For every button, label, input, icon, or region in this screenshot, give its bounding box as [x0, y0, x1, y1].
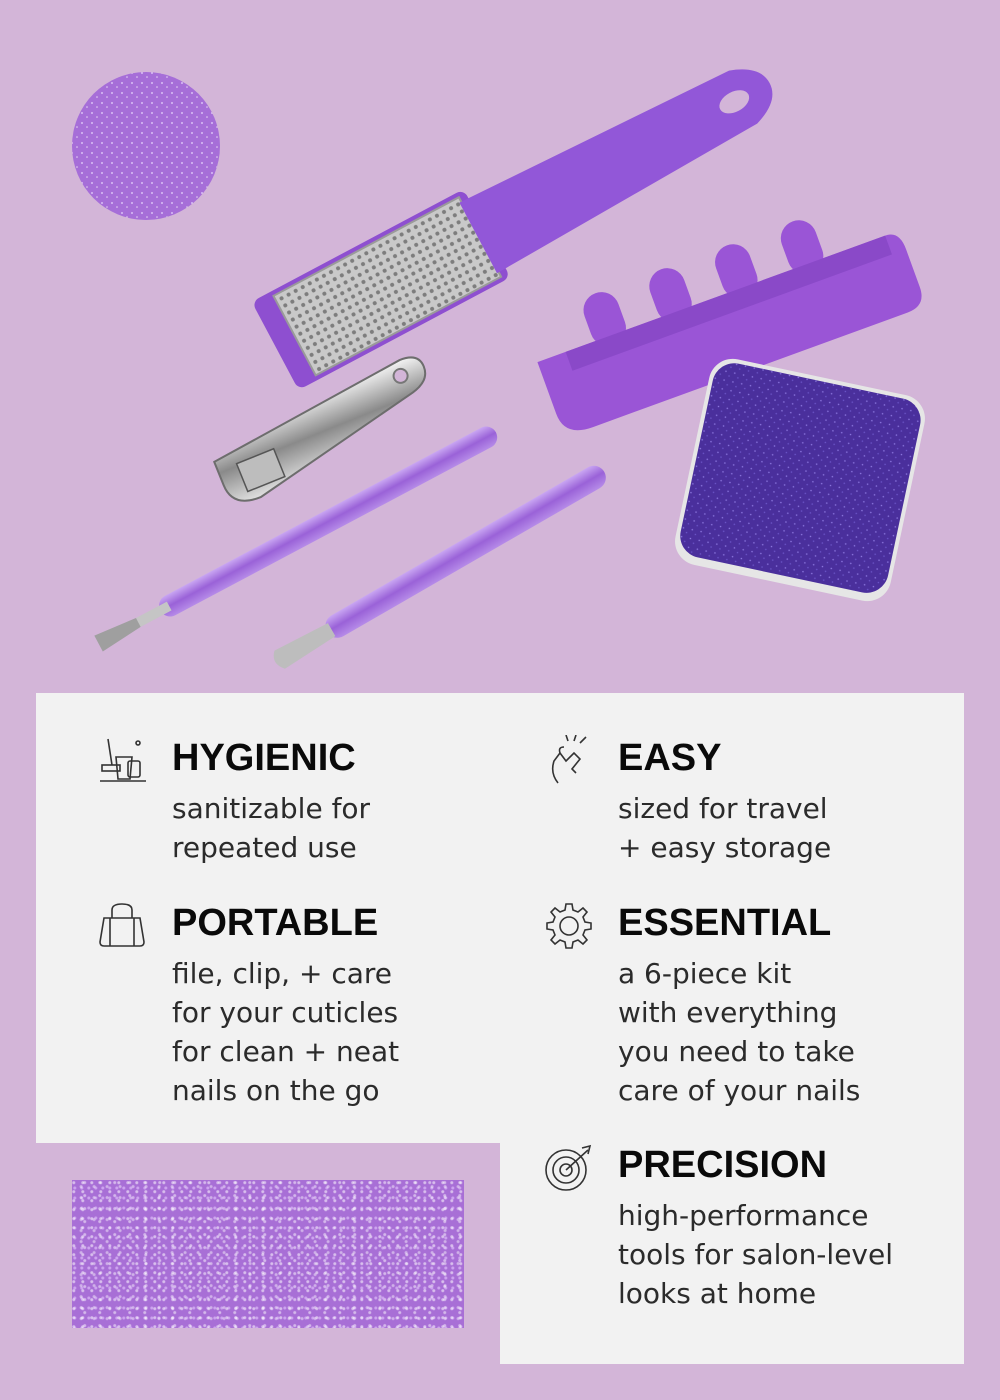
glitter-swatch — [72, 1180, 464, 1328]
feature-description: sanitizable for repeated use — [172, 792, 371, 864]
target-icon — [544, 1142, 594, 1192]
feature-description: a 6-piece kit with everything you need to take care of your nails — [618, 957, 861, 1107]
feature-description: sized for travel + easy storage — [618, 792, 832, 864]
buffer-block — [671, 354, 930, 605]
feature-description: file, clip, + care for your cuticles for clean + neat nails on the go — [172, 957, 400, 1107]
feature-title: HYGIENIC — [172, 737, 356, 779]
product-photo — [0, 0, 1000, 692]
feature-title: ESSENTIAL — [618, 902, 832, 944]
feature-title: EASY — [618, 737, 722, 779]
glitter-disc — [72, 72, 220, 220]
feature-title: PORTABLE — [172, 902, 379, 944]
handbag-icon — [98, 900, 148, 950]
cleaning-supplies-icon — [98, 735, 148, 785]
gear-icon — [544, 900, 594, 950]
snapping-fingers-icon — [544, 735, 594, 785]
feature-title: PRECISION — [618, 1144, 828, 1186]
feature-description: high-performance tools for salon-level looks at home — [618, 1199, 893, 1310]
